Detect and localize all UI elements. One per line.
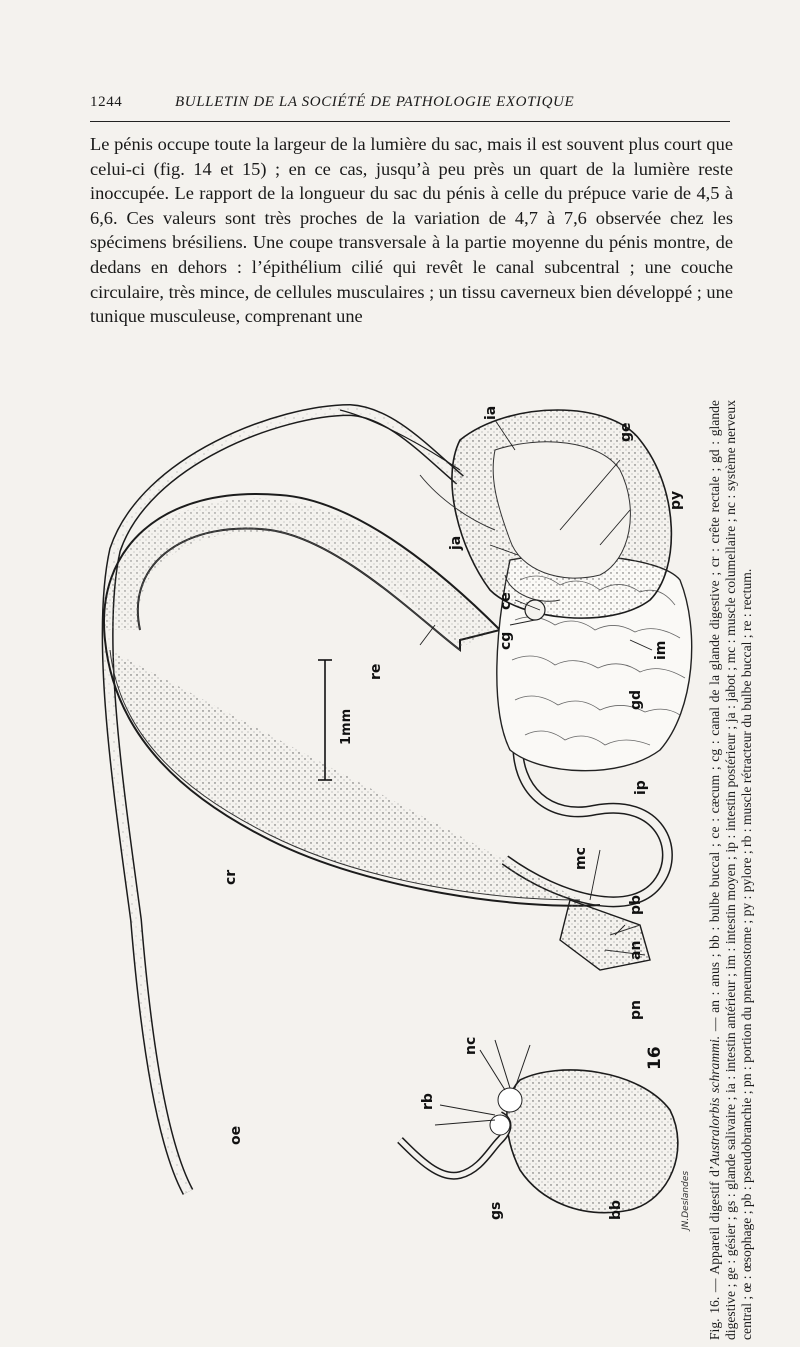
figure-16	[40, 380, 705, 1340]
header-rule	[90, 121, 730, 122]
label-py: py	[668, 490, 684, 510]
artist-signature: JN.Deslandes	[681, 1170, 691, 1230]
page-number: 1244	[90, 94, 123, 110]
label-ce: ce	[498, 592, 514, 610]
caption-fig-number: Fig. 16.	[707, 1296, 722, 1340]
label-re: re	[368, 663, 384, 680]
label-oe: oe	[228, 1125, 244, 1145]
label-ge: ge	[618, 422, 634, 442]
label-ja: ja	[448, 535, 464, 550]
caption-text: — an : anus ; bb : bulbe buccal ; ce : cæcum ; cg : canal de la glande digestive ; cr : crête rectale ; gd : glande digestive ; ge : gésier ; gs : glande salivaire ; ia : intestin antérieur ; im : intestin moyen ; ip : intestin postérieur ; ja : jabot ; mc : muscle columellaire ; nc : système nerveux central ; œ : œsophage ; pb : pseudobranchie ; pn : portion du pneumostome ; py : pylore ; rb : muscle rétracteur du bulbe buccal ; re : rectum.	[707, 400, 755, 1340]
running-header	[90, 94, 730, 116]
label-im: im	[653, 640, 669, 660]
body-paragraph: Le pénis occupe toute la largeur de la lumière du sac, mais il est souvent plus court que celui-ci (fig. 14 et 15) ; en ce cas, jusqu’à peu près un quart de la lumière reste inoccupée. Le rapport de la longueur du sac du pénis à celle du prépuce varie de 4,5 à 6,6. Ces valeurs sont très proches de la variation de 4,7 à 7,6 observée chez les spécimens brésiliens. Une coupe transversale à la partie moyenne du pénis montre, de dedans en dehors : l’épithélium cilié qui revêt le canal subcentral ; une couche circulaire, très mince, de cellules musculaires ; un tissu caverneux bien développé ; une tunique musculeuse, comprenant une	[90, 134, 733, 327]
caption-region	[705, 392, 800, 1342]
label-cr: cr	[223, 869, 239, 885]
buccal-bulb	[507, 1070, 678, 1213]
figure-number: 16	[645, 1046, 665, 1070]
scale-label: 1mm	[339, 708, 354, 745]
label-rb: rb	[420, 1093, 436, 1110]
gizzard	[452, 410, 671, 620]
label-gs: gs	[488, 1201, 504, 1220]
caption-lead: — Appareil digestif d’	[707, 1165, 722, 1297]
caption-species: Australorbis schrammi.	[707, 1035, 722, 1166]
label-mc: mc	[573, 847, 589, 870]
label-pb: pb	[628, 894, 644, 915]
label-pn: pn	[628, 1000, 644, 1020]
label-bb: bb	[608, 1199, 624, 1220]
figure-caption	[707, 400, 797, 1340]
label-gd: gd	[628, 689, 644, 710]
label-an: an	[628, 940, 644, 960]
label-nc: nc	[463, 1036, 479, 1055]
digestive-system-illustration	[40, 380, 705, 1335]
label-cg: cg	[498, 631, 514, 650]
label-ia: ia	[483, 405, 499, 420]
journal-title: BULLETIN DE LA SOCIÉTÉ DE PATHOLOGIE EXOTIQUE	[175, 94, 575, 110]
label-ip: ip	[633, 780, 649, 795]
